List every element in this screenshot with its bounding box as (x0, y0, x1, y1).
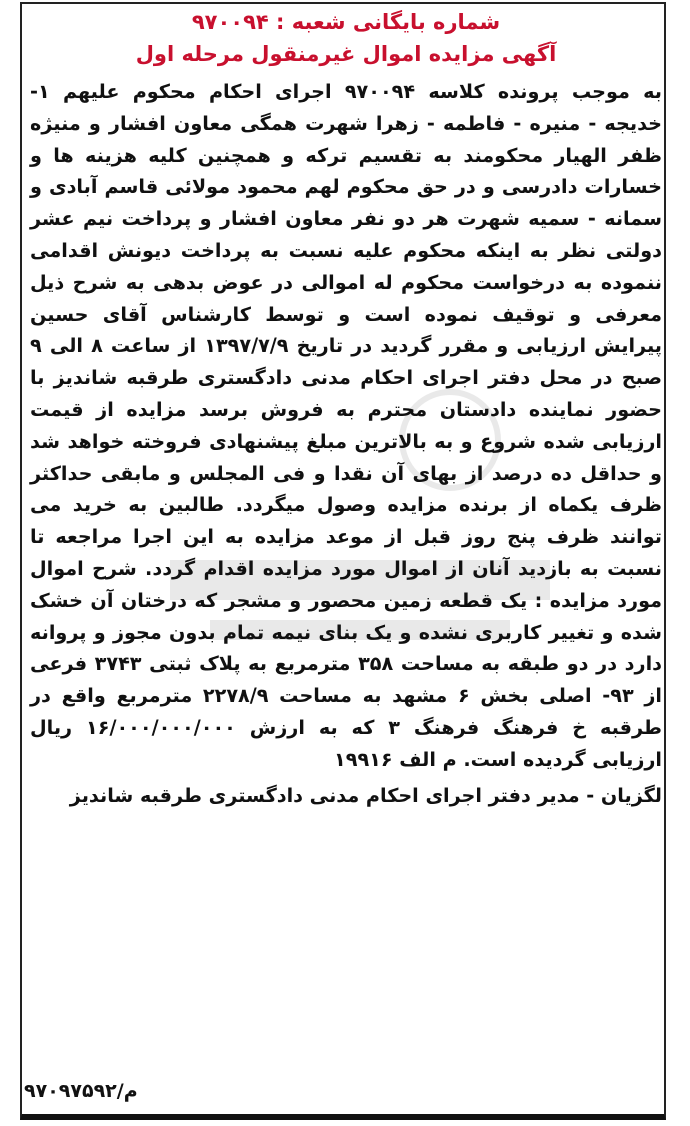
notice-content (30, 4, 662, 811)
archive-number: شماره بایگانی شعبه : ۹۷۰۰۹۴ (191, 10, 501, 34)
signature-line: لگزیان - مدیر دفتر اجرای احکام مدنی دادگستری طرقبه شاندیز (69, 783, 662, 807)
body-paragraph: به موجب پرونده کلاسه ۹۷۰۰۹۴ اجرای احکام محکوم علیهم ۱- خدیجه - منیره - فاطمه - زهرا شهرت همگی معاون افشار و منیژه ظفر الهیار محکومند به تقسیم ترکه و همچنین کلیه هزینه ها و خسارات دادرسی و در حق محکوم لهم محمود مولائی قاسم آبادی و سمانه - سمیه شهرت هر دو نفر معاون افشار و پرداخت نیم عشر دولتی نظر به اینکه محکوم علیه نسبت به پرداخت دیونش اقدامی ننموده به درخواست محکوم له اموالی در عوض بدهی به شرح ذیل معرفی و توقیف نموده است و توسط کارشناس آقای حسین پیرایش ارزیابی و مقرر گردید در تاریخ ۱۳۹۷/۷/۹ از ساعت ۸ الی ۹ صبح در محل دفتر اجرای احکام مدنی دادگستری طرقبه شاندیز با حضور نماینده دادستان محترم به فروش برسد مزایده از قیمت ارزیابی شده شروع و به بالاترین مبلغ پیشنهادی فروخته خواهد شد و حداقل ده درصد از بهای آن نقدا و فی المجلس و مابقی حداکثر ظرف یکماه از برنده مزایده وصول میگردد. طالبین به خرید می توانند ظرف پنج روز قبل از موعد مزایده به این اجرا مراجعه تا نسبت به بازدید آنان از اموال مورد مزایده اقدام گردد. شرح اموال مورد مزایده : یک قطعه زمین محصور و مشجر که درختان آن خشک شده و تغییر کاربری نشده و یک بنای نیمه تمام بدون مجوز و پروانه دارد در دو طبقه به مساحت ۳۵۸ مترمربع به پلاک ثبتی ۳۷۴۳ فرعی از ۹۳- اصلی بخش ۶ مشهد به مساحت ۲۲۷۸/۹ مترمربع واقع در طرقبه خ فرهنگ فرهنگ ۳ که به ارزش ۱۶/۰۰۰/۰۰۰/۰۰۰ ریال ارزیابی گردیده است. م الف ۱۹۹۱۶ (30, 80, 663, 771)
notice-body (30, 76, 662, 776)
notice-title: آگهی مزایده اموال غیرمنقول مرحله اول (135, 42, 557, 66)
notice-code: م/۹۷۰۹۷۵۹۲ (24, 1080, 138, 1102)
